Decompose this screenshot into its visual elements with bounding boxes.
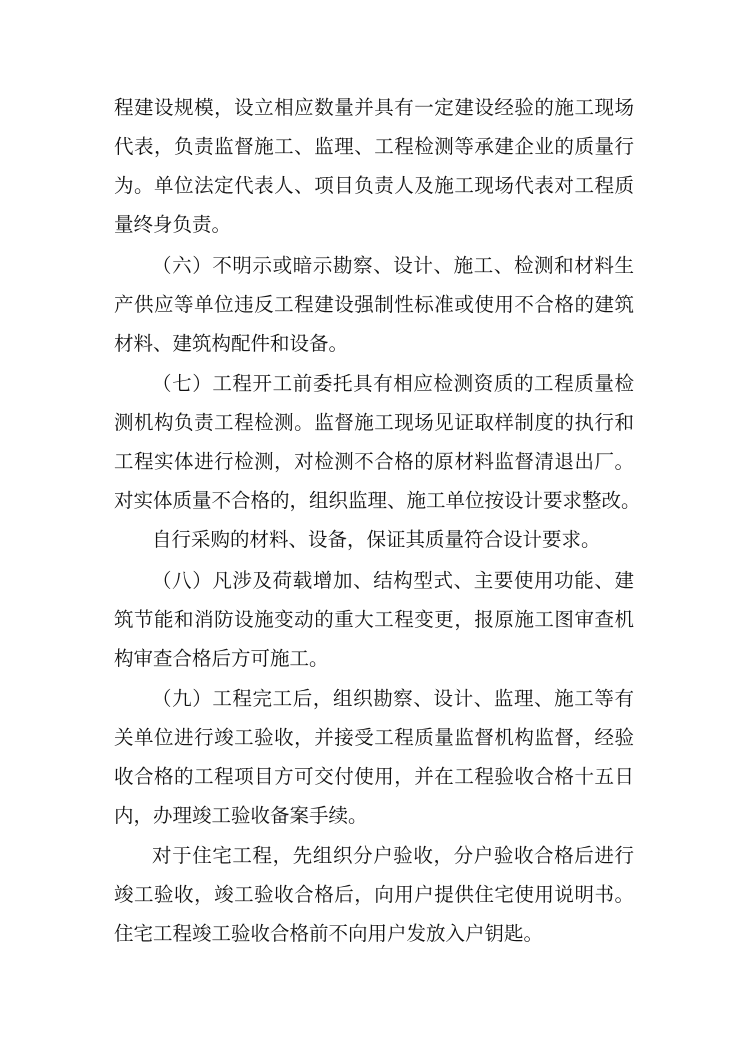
text-line: 筑节能和消防设施变动的重大工程变更，报原施工图审查机 bbox=[114, 608, 634, 631]
text-line: 测机构负责工程检测。监督施工现场见证取样制度的执行和 bbox=[114, 411, 634, 434]
text-line: 材料、建筑构配件和设备。 bbox=[114, 332, 349, 355]
text-line: （九）工程完工后，组织勘察、设计、监理、施工等有 bbox=[152, 687, 634, 710]
text-line: （六）不明示或暗示勘察、设计、施工、检测和材料生 bbox=[152, 254, 634, 277]
text-line: 构审查合格后方可施工。 bbox=[114, 647, 329, 670]
text-line: 程建设规模，设立相应数量并具有一定建设经验的施工现场 bbox=[114, 96, 634, 119]
text-line: 量终身负责。 bbox=[114, 213, 232, 236]
text-line: 收合格的工程项目方可交付使用，并在工程验收合格十五日 bbox=[114, 765, 634, 788]
text-line: 内，办理竣工验收备案手续。 bbox=[114, 804, 368, 827]
text-line: 产供应等单位违反工程建设强制性标准或使用不合格的建筑 bbox=[114, 293, 634, 316]
text-line: 自行采购的材料、设备，保证其质量符合设计要求。 bbox=[152, 528, 601, 551]
text-line: 为。单位法定代表人、项目负责人及施工现场代表对工程质 bbox=[114, 174, 634, 197]
text-line: 工程实体进行检测，对检测不合格的原材料监督清退出厂。 bbox=[114, 450, 634, 473]
text-line: 对于住宅工程，先组织分户验收，分户验收合格后进行 bbox=[152, 844, 634, 867]
text-line: 竣工验收，竣工验收合格后，向用户提供住宅使用说明书。 bbox=[114, 883, 634, 906]
text-line: 关单位进行竣工验收，并接受工程质量监督机构监督，经验 bbox=[114, 726, 634, 749]
text-line: 对实体质量不合格的，组织监理、施工单位按设计要求整改。 bbox=[114, 489, 641, 512]
text-line: （七）工程开工前委托具有相应检测资质的工程质量检 bbox=[152, 372, 634, 395]
text-line: （八）凡涉及荷载增加、结构型式、主要使用功能、建 bbox=[152, 569, 634, 592]
text-line: 住宅工程竣工验收合格前不向用户发放入户钥匙。 bbox=[114, 922, 544, 945]
text-line: 代表，负责监督施工、监理、工程检测等承建企业的质量行 bbox=[114, 135, 634, 158]
